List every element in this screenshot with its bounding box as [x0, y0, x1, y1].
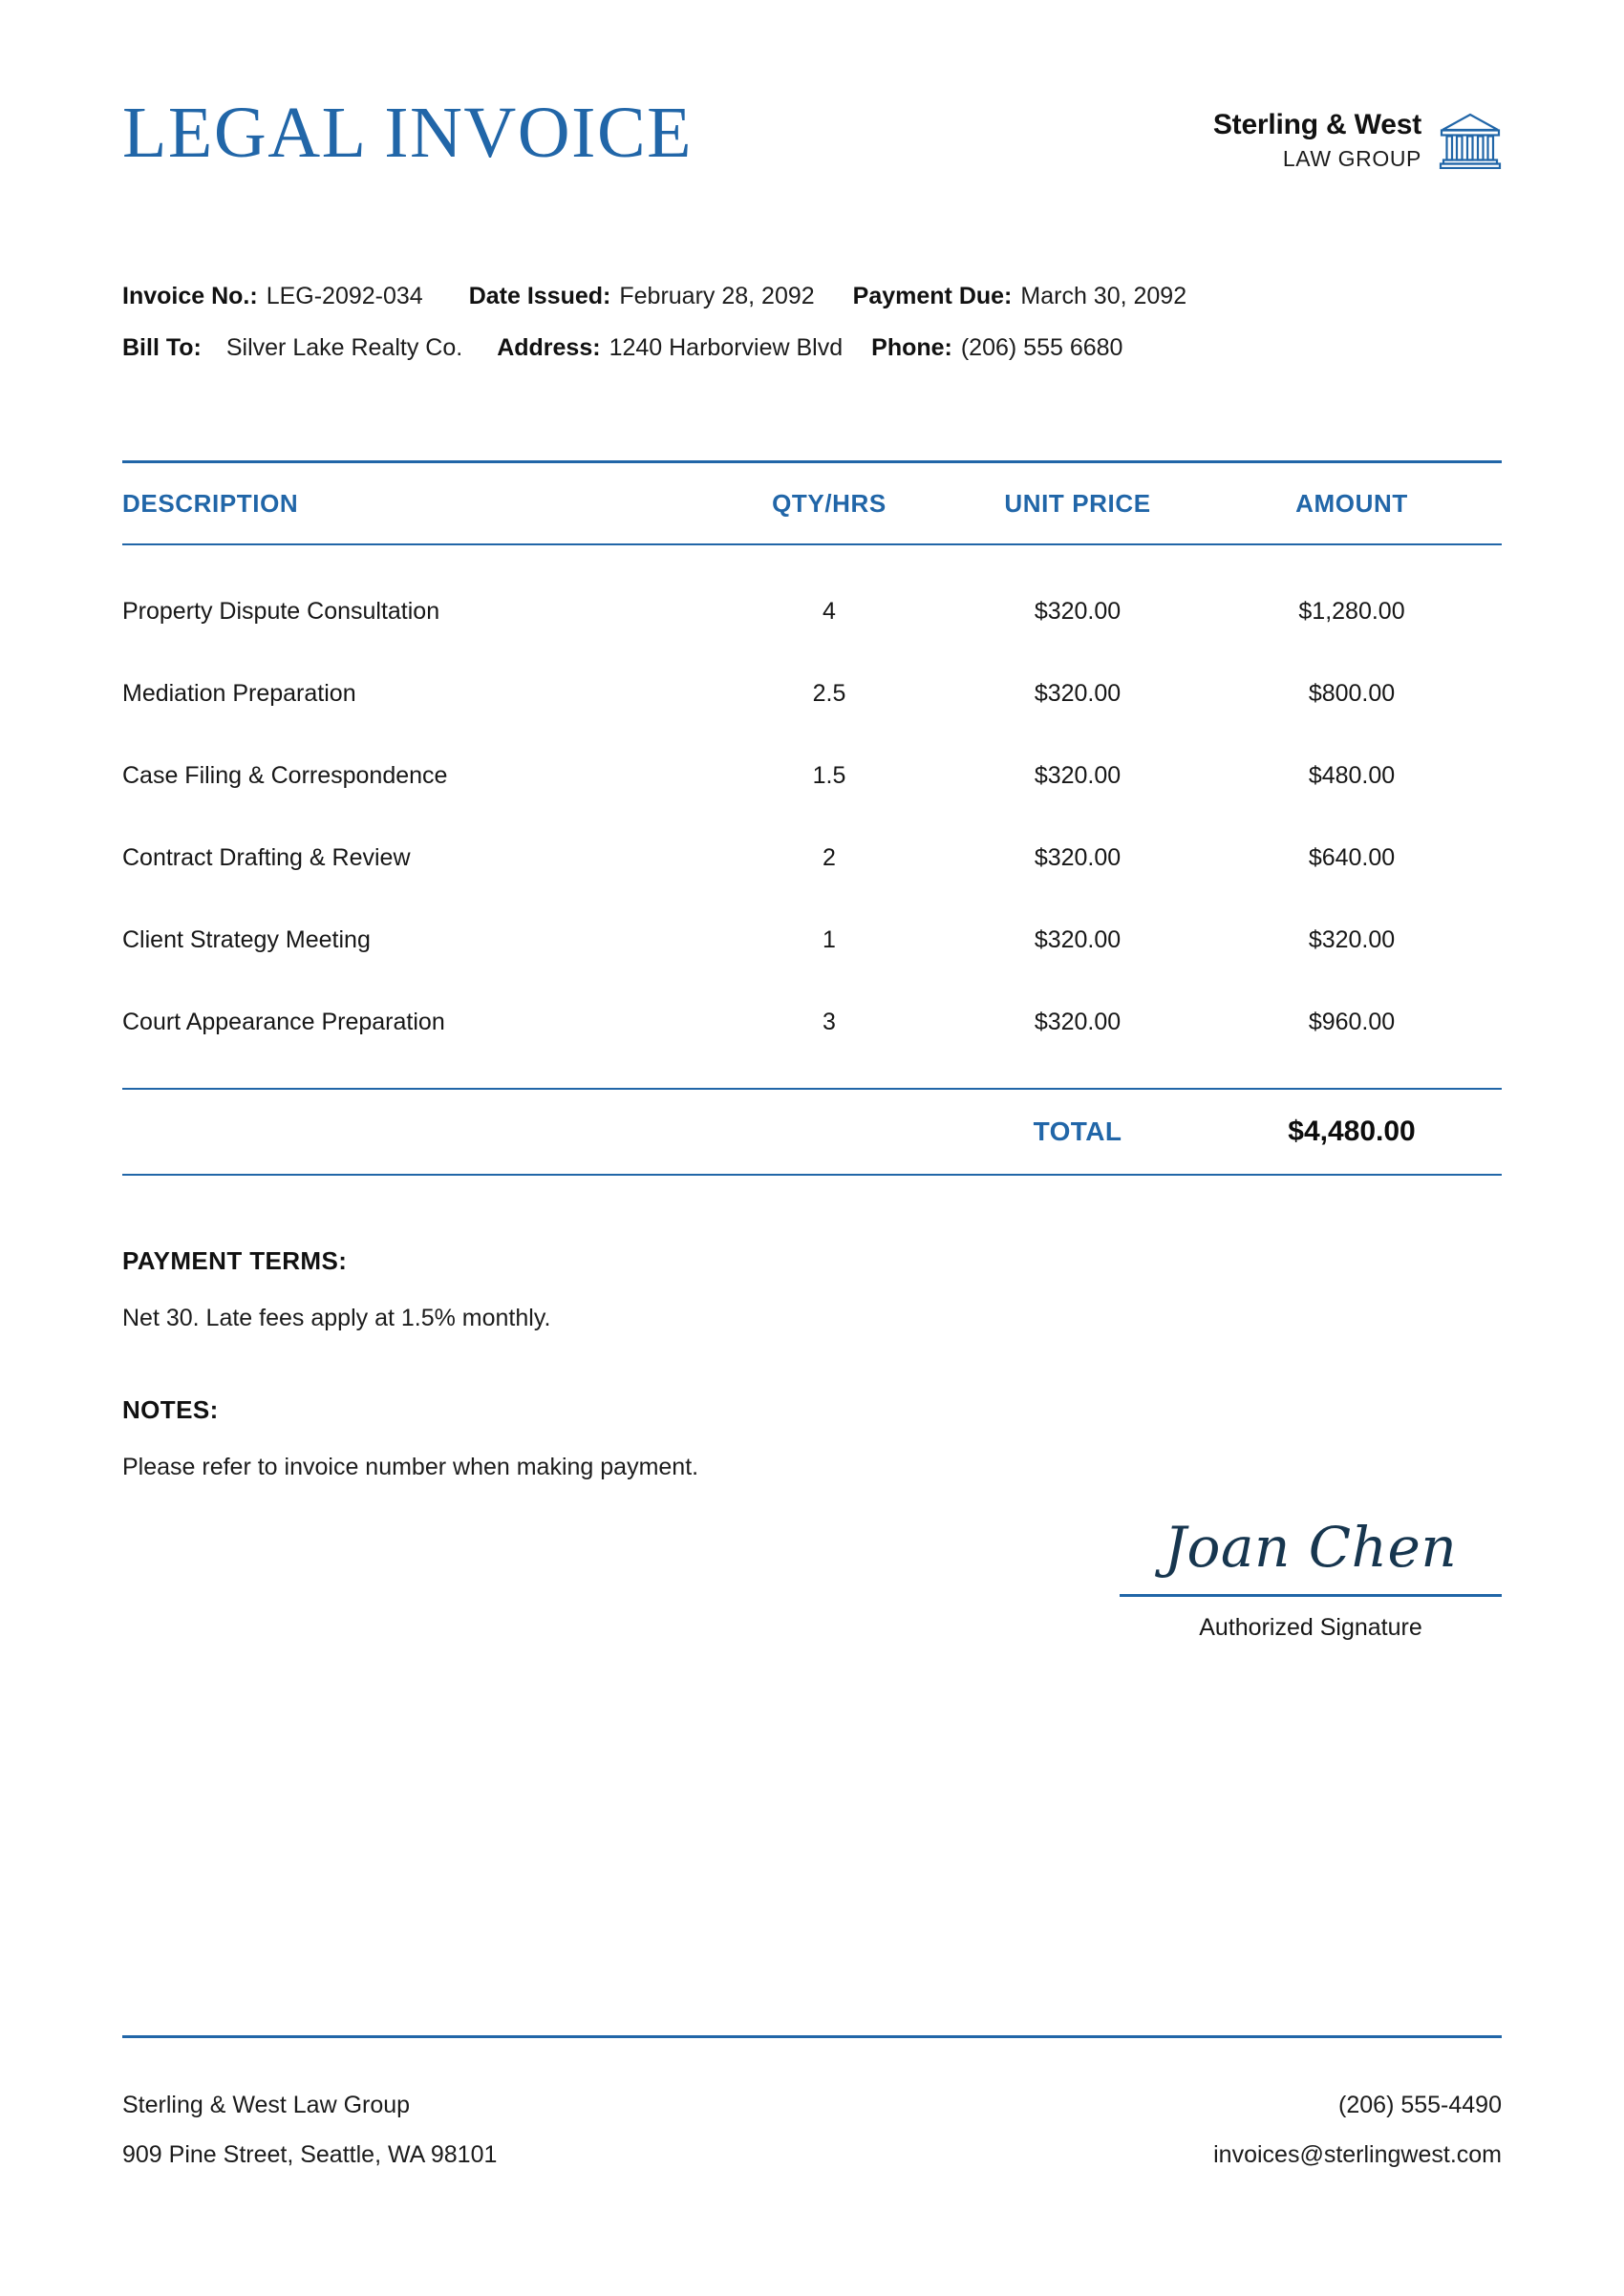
column-header-amount: AMOUNT	[1295, 488, 1408, 518]
invoice-header	[122, 0, 1502, 174]
total-label: TOTAL	[1033, 1116, 1122, 1146]
footer-row-1	[122, 2080, 1502, 2130]
invoice-number-label: Invoice No.:	[122, 283, 258, 309]
notes-heading: NOTES:	[122, 1395, 219, 1424]
page-title: LEGAL INVOICE	[122, 93, 694, 173]
date-issued-label: Date Issued:	[468, 283, 611, 309]
courthouse-icon	[1439, 112, 1502, 169]
cell-description: Contract Drafting & Review	[122, 843, 411, 871]
total-row	[122, 1090, 1502, 1174]
company-name: Sterling & West	[1212, 109, 1421, 140]
column-header-unit-price: UNIT PRICE	[1004, 488, 1151, 518]
bill-to-value: Silver Lake Realty Co.	[225, 334, 463, 361]
address-value: 1240 Harborview Blvd	[609, 334, 844, 361]
cell-qty: 4	[823, 597, 836, 625]
invoice-footer	[122, 2035, 1502, 2179]
table-row	[122, 570, 1502, 652]
invoice-number-field	[122, 277, 423, 315]
total-value: $4,480.00	[1288, 1116, 1416, 1147]
address-label: Address:	[497, 334, 601, 361]
footer-rule	[122, 2035, 1502, 2038]
signature-caption: Authorized Signature	[1199, 1614, 1422, 1641]
table-row	[122, 652, 1502, 734]
cell-amount: $960.00	[1308, 1008, 1396, 1035]
cell-description: Property Dispute Consultation	[122, 597, 440, 625]
column-header-qty: QTY/HRS	[772, 488, 887, 518]
signature-line	[1120, 1594, 1502, 1597]
signature-name: Joan Chen	[1164, 1515, 1458, 1580]
table-bottom-rule	[122, 1174, 1502, 1176]
footer-row-2	[122, 2130, 1502, 2179]
cell-amount: $320.00	[1308, 925, 1396, 953]
invoice-meta-row-2	[122, 329, 1502, 367]
notes-body: Please refer to invoice number when making payment.	[122, 1454, 699, 1480]
table-row	[122, 817, 1502, 899]
cell-description: Client Strategy Meeting	[122, 925, 371, 953]
signature-block	[122, 1510, 1502, 1642]
table-header	[122, 460, 1502, 543]
company-logo	[1213, 92, 1502, 171]
cell-unit-price: $320.00	[1034, 679, 1122, 707]
cell-amount: $640.00	[1308, 843, 1396, 871]
payment-terms-heading: PAYMENT TERMS:	[122, 1246, 348, 1275]
line-items-table	[122, 460, 1502, 1176]
table-total	[122, 1088, 1502, 1174]
cell-unit-price: $320.00	[1034, 597, 1122, 625]
cell-description: Mediation Preparation	[122, 679, 356, 707]
cell-qty: 1	[823, 925, 836, 953]
payment-due-label: Payment Due:	[852, 283, 1013, 309]
signature-inner	[1120, 1510, 1502, 1642]
company-logo-text	[1213, 109, 1421, 171]
cell-description: Court Appearance Preparation	[122, 1008, 445, 1035]
cell-qty: 2	[823, 843, 836, 871]
date-issued-field	[469, 277, 815, 315]
footer-email: invoices@sterlingwest.com	[1213, 2141, 1502, 2168]
cell-amount: $800.00	[1308, 679, 1396, 707]
cell-unit-price: $320.00	[1034, 925, 1122, 953]
invoice-number-value: LEG-2092-034	[266, 283, 423, 309]
phone-value: (206) 555 6680	[960, 334, 1123, 361]
table-row	[122, 734, 1502, 817]
notes-section	[122, 1395, 1502, 1481]
payment-terms-body: Net 30. Late fees apply at 1.5% monthly.	[122, 1305, 551, 1331]
payment-due-value: March 30, 2092	[1020, 283, 1187, 309]
table-row	[122, 981, 1502, 1063]
invoice-meta	[122, 277, 1502, 367]
cell-unit-price: $320.00	[1034, 843, 1122, 871]
invoice-meta-row-1	[122, 277, 1502, 315]
cell-description: Case Filing & Correspondence	[122, 761, 448, 789]
footer-company: Sterling & West Law Group	[122, 2092, 411, 2118]
cell-amount: $1,280.00	[1298, 597, 1405, 625]
cell-amount: $480.00	[1308, 761, 1396, 789]
footer-content	[122, 2080, 1502, 2179]
date-issued-value: February 28, 2092	[619, 283, 815, 309]
table-body	[122, 543, 1502, 1088]
cell-unit-price: $320.00	[1034, 1008, 1122, 1035]
cell-qty: 1.5	[812, 761, 846, 789]
phone-label: Phone:	[871, 334, 952, 361]
cell-unit-price: $320.00	[1034, 761, 1122, 789]
table-row	[122, 899, 1502, 981]
payment-due-field	[853, 277, 1186, 315]
footer-phone: (206) 555-4490	[1338, 2092, 1502, 2118]
company-tagline: LAW GROUP	[1282, 145, 1421, 171]
table-header-row	[122, 463, 1502, 543]
bill-to-label: Bill To:	[122, 334, 202, 361]
footer-address: 909 Pine Street, Seattle, WA 98101	[122, 2141, 498, 2168]
cell-qty: 2.5	[812, 679, 846, 707]
bill-to-field	[122, 329, 462, 367]
address-field	[497, 329, 843, 367]
column-header-description: DESCRIPTION	[122, 488, 299, 518]
payment-terms-section	[122, 1246, 1502, 1332]
phone-field	[871, 329, 1122, 367]
cell-qty: 3	[823, 1008, 836, 1035]
